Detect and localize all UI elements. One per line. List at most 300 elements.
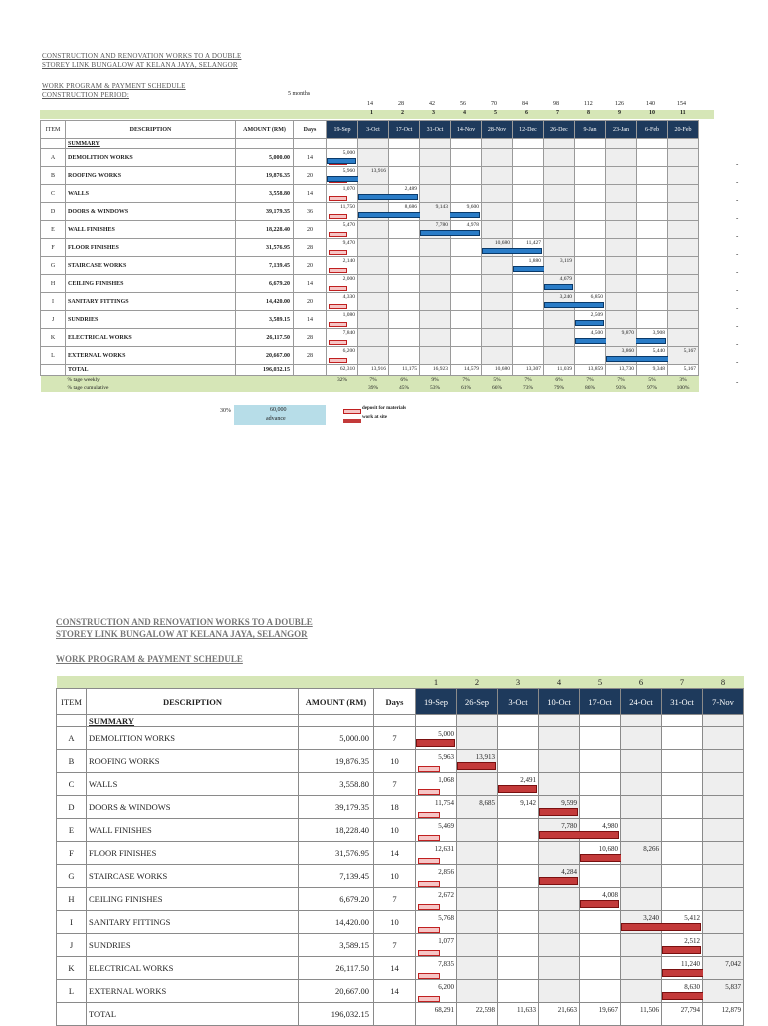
- week-cell: [482, 221, 513, 239]
- item-description: ELECTRICAL WORKS: [66, 329, 236, 347]
- item-code: F: [57, 842, 87, 865]
- item-amount: 39,179.35: [299, 796, 374, 819]
- cumulative-percent: [327, 384, 358, 392]
- week-number: 8: [587, 110, 590, 116]
- top-period: 5 months: [288, 91, 311, 97]
- week-value: 13,913: [475, 753, 495, 761]
- item-description: DOORS & WINDOWS: [66, 203, 236, 221]
- week-cell: [662, 911, 703, 934]
- header-date: 19-Sep: [416, 689, 457, 715]
- item-days: 14: [374, 842, 416, 865]
- week-cell: [662, 888, 703, 911]
- week-cell: [662, 934, 703, 957]
- week-cell: [498, 819, 539, 842]
- item-days: 7: [374, 934, 416, 957]
- weekly-percent: 9%: [431, 377, 439, 383]
- table-row: [41, 185, 699, 203]
- week-cell: [358, 257, 389, 275]
- week-cell: [416, 819, 457, 842]
- week-cell: [420, 311, 451, 329]
- week-value: 1,077: [438, 937, 454, 945]
- legend-deposit-swatch: [343, 409, 361, 414]
- week-cell: [451, 221, 482, 239]
- week-cell: [539, 842, 580, 865]
- week-cell: [451, 257, 482, 275]
- week-cell: [703, 934, 744, 957]
- week-cell: [358, 203, 389, 221]
- table-row: [41, 203, 699, 221]
- week-value: 4,679: [559, 276, 572, 282]
- week-cell: [451, 167, 482, 185]
- header-description: DESCRIPTION: [87, 689, 299, 715]
- week-value: 5,768: [438, 914, 454, 922]
- row-dash: -: [736, 196, 739, 204]
- week-cell: [389, 311, 420, 329]
- day-number: 84: [522, 101, 528, 107]
- table-row: [57, 957, 744, 980]
- item-amount: 20,667.00: [236, 347, 294, 365]
- week-cell: [358, 167, 389, 185]
- week-cell: [606, 203, 637, 221]
- week-number: 6: [525, 110, 528, 116]
- week-cell: [621, 796, 662, 819]
- item-days: 10: [374, 819, 416, 842]
- week-cell: [637, 293, 668, 311]
- deposit-bar: [418, 927, 440, 933]
- total-row: [57, 1003, 744, 1026]
- week-value: 11,754: [435, 799, 454, 807]
- item-amount: 7,139.45: [236, 257, 294, 275]
- total-value: 11,039: [557, 366, 572, 372]
- week-cell: [606, 257, 637, 275]
- deposit-bar: [329, 322, 347, 327]
- week-value: 3,860: [621, 348, 634, 354]
- week-number: 3: [432, 110, 435, 116]
- item-days: 20: [294, 221, 327, 239]
- week-cell: [668, 239, 699, 257]
- item-days: 14: [294, 149, 327, 167]
- deposit-bar: [418, 858, 440, 864]
- week-cell: [420, 293, 451, 311]
- item-amount: 3,589.15: [236, 311, 294, 329]
- table-row: [57, 773, 744, 796]
- item-amount: 18,228.40: [236, 221, 294, 239]
- week-value: 1,080: [342, 312, 355, 318]
- header-days: Days: [294, 121, 327, 139]
- week-value: 5,440: [652, 348, 665, 354]
- week-number: 5: [494, 110, 497, 116]
- week-cell: [358, 311, 389, 329]
- header-date: 17-Oct: [580, 689, 621, 715]
- week-cell: [498, 934, 539, 957]
- day-number: 98: [553, 101, 559, 107]
- total-value: 16,923: [432, 366, 448, 372]
- week-cell: [580, 796, 621, 819]
- week-number: 9: [618, 110, 621, 116]
- week-value: 9,142: [520, 799, 536, 807]
- week-cell: [668, 221, 699, 239]
- deposit-bar: [418, 835, 440, 841]
- item-description: STAIRCASE WORKS: [66, 257, 236, 275]
- week-cell: [580, 727, 621, 750]
- week-cell: [416, 865, 457, 888]
- week-value: 8,686: [404, 204, 417, 210]
- week-value: 11,240: [681, 960, 700, 968]
- cumulative-percent: 66%: [491, 385, 503, 391]
- row-dash: -: [736, 232, 739, 240]
- week-cell: [703, 865, 744, 888]
- week-cell: [327, 329, 358, 347]
- work-bar: [575, 320, 604, 326]
- total-value: 14,579: [463, 366, 479, 372]
- cumulative-percent: 86%: [584, 385, 596, 391]
- week-cell: [420, 239, 451, 257]
- week-cell: [513, 311, 544, 329]
- week-value: 9,599: [561, 799, 577, 807]
- week-cell: [482, 293, 513, 311]
- item-days: 20: [294, 257, 327, 275]
- week-value: 7,780: [435, 222, 448, 228]
- cumulative-percent: 53%: [429, 385, 441, 391]
- week-cell: [544, 149, 575, 167]
- day-number: 14: [367, 101, 373, 107]
- weekly-percent: 7%: [617, 377, 625, 383]
- week-value: 8,266: [643, 845, 659, 853]
- week-cell: [416, 727, 457, 750]
- week-cell: [621, 819, 662, 842]
- week-value: 5,167: [683, 348, 696, 354]
- week-cell: [358, 347, 389, 365]
- week-cell: [358, 293, 389, 311]
- week-value: 1,068: [438, 776, 454, 784]
- item-amount: 31,576.95: [236, 239, 294, 257]
- advance-label: advance: [266, 416, 286, 422]
- week-value: 6,850: [590, 294, 603, 300]
- week-cell: [703, 773, 744, 796]
- week-cell: [389, 149, 420, 167]
- week-cell: [703, 750, 744, 773]
- item-code: J: [41, 311, 66, 329]
- legend-work-label: work at site: [362, 415, 387, 420]
- bottom-title-line1: CONSTRUCTION AND RENOVATION WORKS TO A DOUBLE: [56, 617, 313, 627]
- day-number: 56: [460, 101, 466, 107]
- header-date: 26-Sep: [457, 689, 498, 715]
- header-days: Days: [374, 689, 416, 715]
- week-cell: [539, 750, 580, 773]
- header-date: 17-Oct: [389, 121, 420, 139]
- table-row: [57, 888, 744, 911]
- week-cell: [451, 239, 482, 257]
- week-cell: [575, 221, 606, 239]
- total-value: 5,167: [683, 366, 696, 372]
- week-cell: [498, 865, 539, 888]
- week-value: 4,284: [561, 868, 577, 876]
- week-cell: [544, 239, 575, 257]
- table-row: [41, 275, 699, 293]
- week-value: 5,000: [342, 150, 355, 156]
- header-date: 14-Nov: [451, 121, 482, 139]
- week-cell: [668, 203, 699, 221]
- item-amount: 6,679.20: [299, 888, 374, 911]
- work-bar: [539, 877, 578, 885]
- week-cell: [327, 221, 358, 239]
- item-code: I: [41, 293, 66, 311]
- week-cell: [389, 329, 420, 347]
- week-cell: [637, 347, 668, 365]
- week-number: 4: [556, 677, 562, 687]
- row-dash: -: [736, 340, 739, 348]
- total-value: 13,307: [525, 366, 541, 372]
- day-number: 112: [584, 101, 593, 107]
- week-cell: [575, 149, 606, 167]
- weekly-percent: 5%: [493, 377, 501, 383]
- week-cell: [513, 185, 544, 203]
- item-days: 14: [374, 980, 416, 1003]
- item-description: ROOFING WORKS: [66, 167, 236, 185]
- day-number: 42: [429, 101, 435, 107]
- week-cell: [482, 239, 513, 257]
- week-cell: [482, 275, 513, 293]
- summary-label: SUMMARY: [66, 139, 236, 149]
- week-cell: [358, 149, 389, 167]
- week-cell: [457, 888, 498, 911]
- deposit-bar: [329, 214, 347, 219]
- week-cell: [662, 865, 703, 888]
- header-date: 7-Nov: [703, 689, 744, 715]
- header-date: 31-Oct: [662, 689, 703, 715]
- item-description: EXTERNAL WORKS: [66, 347, 236, 365]
- week-value: 2,512: [684, 937, 700, 945]
- week-cell: [606, 293, 637, 311]
- week-value: 1,070: [342, 186, 355, 192]
- item-amount: 7,139.45: [299, 865, 374, 888]
- week-cell: [539, 773, 580, 796]
- week-number: 7: [679, 677, 685, 687]
- week-cell: [416, 934, 457, 957]
- work-bar: [416, 739, 455, 747]
- table-row: [41, 257, 699, 275]
- week-cell: [621, 842, 662, 865]
- item-code: F: [41, 239, 66, 257]
- item-days: 10: [374, 911, 416, 934]
- week-cell: [621, 750, 662, 773]
- week-cell: [498, 750, 539, 773]
- week-cell: [668, 311, 699, 329]
- week-cell: [389, 167, 420, 185]
- item-description: DEMOLITION WORKS: [66, 149, 236, 167]
- week-cell: [668, 257, 699, 275]
- week-cell: [668, 167, 699, 185]
- item-days: 14: [294, 275, 327, 293]
- weekly-percent: 7%: [586, 377, 594, 383]
- week-number: 8: [720, 677, 726, 687]
- top-title-line2: STOREY LINK BUNGALOW AT KELANA JAYA, SELANGOR: [42, 61, 238, 69]
- week-cell: [637, 203, 668, 221]
- week-cell: [606, 185, 637, 203]
- week-value: 11,427: [526, 240, 541, 246]
- week-cell: [416, 980, 457, 1003]
- week-cell: [575, 347, 606, 365]
- week-value: 10,680: [598, 845, 618, 853]
- bottom-week-strip: [57, 676, 744, 689]
- row-dash: -: [736, 214, 739, 222]
- week-cell: [544, 293, 575, 311]
- item-days: 14: [374, 957, 416, 980]
- week-cell: [544, 347, 575, 365]
- deposit-bar: [329, 268, 347, 273]
- week-cell: [575, 239, 606, 257]
- item-days: 28: [294, 347, 327, 365]
- week-value: 2,491: [520, 776, 536, 784]
- week-cell: [703, 911, 744, 934]
- table-row: [57, 865, 744, 888]
- deposit-bar: [418, 789, 440, 795]
- row-dash: -: [736, 286, 739, 294]
- item-description: FLOOR FINISHES: [66, 239, 236, 257]
- weekly-percent: 6%: [400, 377, 408, 383]
- item-amount: 3,589.15: [299, 934, 374, 957]
- week-value: 5,960: [342, 168, 355, 174]
- week-value: 7,780: [561, 822, 577, 830]
- summary-row: [41, 139, 699, 149]
- table-row: [41, 167, 699, 185]
- item-amount: 5,000.00: [299, 727, 374, 750]
- item-days: 20: [294, 293, 327, 311]
- item-days: 20: [294, 167, 327, 185]
- week-cell: [513, 221, 544, 239]
- weekly-percent: 32%: [336, 377, 348, 383]
- deposit-bar: [329, 250, 347, 255]
- total-value: 19,667: [598, 1006, 618, 1014]
- table-row: [57, 980, 744, 1003]
- item-code: I: [57, 911, 87, 934]
- week-number: 1: [433, 677, 439, 687]
- week-value: 2,856: [438, 868, 454, 876]
- week-value: 5,412: [684, 914, 700, 922]
- deposit-bar: [418, 950, 440, 956]
- week-value: 3,240: [643, 914, 659, 922]
- table-row: [41, 329, 699, 347]
- header-date: 28-Nov: [482, 121, 513, 139]
- week-cell: [544, 275, 575, 293]
- item-amount: 14,420.00: [299, 911, 374, 934]
- week-cell: [416, 796, 457, 819]
- week-cell: [420, 275, 451, 293]
- week-value: 13,916: [370, 168, 386, 174]
- week-cell: [389, 257, 420, 275]
- week-value: 4,330: [342, 294, 355, 300]
- cumulative-percent: 97%: [646, 385, 658, 391]
- week-cell: [416, 911, 457, 934]
- week-number: 4: [463, 110, 466, 116]
- work-bar: [457, 762, 496, 770]
- top-title-line1: CONSTRUCTION AND RENOVATION WORKS TO A DOUBLE: [42, 52, 242, 60]
- item-code: H: [41, 275, 66, 293]
- week-cell: [606, 167, 637, 185]
- week-cell: [513, 329, 544, 347]
- header-amount: AMOUNT (RM): [236, 121, 294, 139]
- week-number: 2: [474, 677, 480, 687]
- week-cell: [416, 842, 457, 865]
- week-cell: [606, 221, 637, 239]
- week-cell: [662, 773, 703, 796]
- week-cell: [575, 329, 606, 347]
- week-number: 10: [649, 110, 655, 116]
- item-code: G: [41, 257, 66, 275]
- week-cell: [580, 773, 621, 796]
- week-cell: [327, 239, 358, 257]
- week-cell: [482, 311, 513, 329]
- week-cell: [606, 311, 637, 329]
- week-value: 4,008: [602, 891, 618, 899]
- week-cell: [544, 329, 575, 347]
- week-cell: [420, 203, 451, 221]
- table-row: [57, 911, 744, 934]
- week-value: 9,600: [466, 204, 479, 210]
- cumulative-percent: 100%: [676, 385, 690, 391]
- week-value: 1,880: [528, 258, 541, 264]
- top-schedule-table: [40, 120, 699, 392]
- week-cell: [498, 888, 539, 911]
- week-cell: [539, 727, 580, 750]
- week-value: 9,870: [621, 330, 634, 336]
- item-description: SANITARY FITTINGS: [87, 911, 299, 934]
- item-days: 7: [374, 888, 416, 911]
- total-value: 62,310: [339, 366, 355, 372]
- week-cell: [482, 185, 513, 203]
- week-value: 8,630: [684, 983, 700, 991]
- week-cell: [575, 275, 606, 293]
- week-value: 12,631: [434, 845, 454, 853]
- week-cell: [389, 275, 420, 293]
- deposit-bar: [418, 973, 440, 979]
- week-value: 5,470: [342, 222, 355, 228]
- week-cell: [389, 239, 420, 257]
- top-subtitle2: CONSTRUCTION PERIOD:: [42, 91, 130, 99]
- week-value: 7,042: [725, 960, 741, 968]
- item-code: D: [57, 796, 87, 819]
- row-dash: -: [736, 268, 739, 276]
- total-value: 12,879: [721, 1006, 741, 1014]
- week-cell: [606, 239, 637, 257]
- week-cell: [416, 750, 457, 773]
- week-cell: [539, 934, 580, 957]
- top-subtitle1: WORK PROGRAM & PAYMENT SCHEDULE: [42, 82, 186, 90]
- week-value: 3,908: [652, 330, 665, 336]
- week-value: 11,750: [340, 204, 355, 210]
- row-dash: -: [736, 304, 739, 312]
- week-cell: [637, 311, 668, 329]
- week-cell: [621, 727, 662, 750]
- week-cell: [539, 865, 580, 888]
- item-description: CEILING FINISHES: [87, 888, 299, 911]
- week-cell: [637, 257, 668, 275]
- item-code: L: [57, 980, 87, 1003]
- table-row: [57, 750, 744, 773]
- week-cell: [580, 865, 621, 888]
- week-cell: [606, 329, 637, 347]
- header-description: DESCRIPTION: [66, 121, 236, 139]
- week-cell: [327, 203, 358, 221]
- week-cell: [457, 819, 498, 842]
- week-cell: [420, 221, 451, 239]
- week-cell: [621, 911, 662, 934]
- header-date: 10-Oct: [539, 689, 580, 715]
- week-cell: [703, 842, 744, 865]
- item-days: 36: [294, 203, 327, 221]
- deposit-bar: [418, 812, 440, 818]
- item-description: WALLS: [87, 773, 299, 796]
